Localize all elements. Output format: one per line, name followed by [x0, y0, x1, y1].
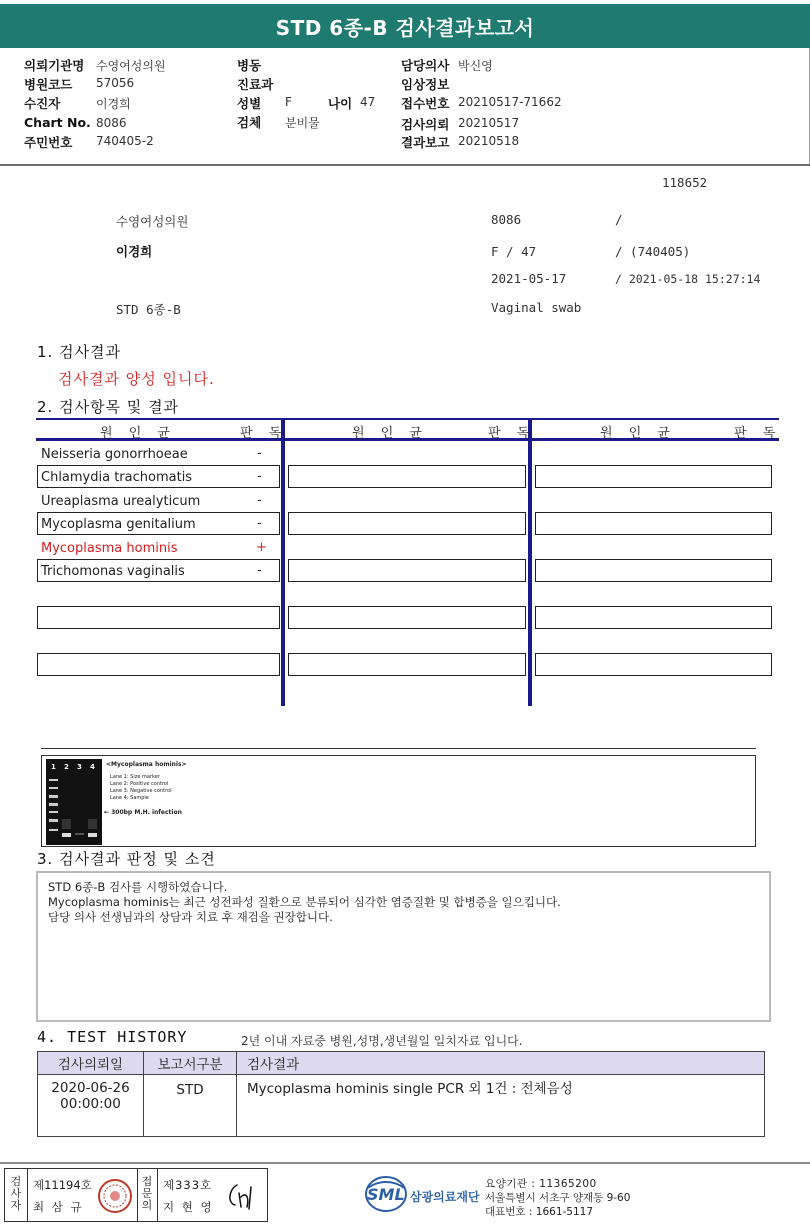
report-title: STD 6종-B 검사결과보고서 [0, 4, 810, 48]
footer-divider [0, 1162, 810, 1164]
history-col-type: 보고서구분 [144, 1052, 237, 1075]
doctor-value: 박신영 [458, 59, 493, 73]
hospital-value: 수영여성의원 [96, 59, 166, 73]
receipt-no-label: 접수번호 [401, 96, 450, 111]
receipt-no-value: 20210517-71662 [458, 95, 562, 109]
reviewer-label: 접문의 [141, 1175, 153, 1212]
opinion-line: Mycoplasma hominis는 최근 성전파성 질환으로 분류되어 심각한 염증질환 및 합병증을 일으킵니다. [48, 895, 561, 909]
request-date-value: 20210517 [458, 116, 520, 130]
inspector-license: 제11194호 [33, 1178, 92, 1192]
section-4-heading: 4. TEST HISTORY [37, 1028, 188, 1046]
resident-no-value: 740405-2 [96, 134, 154, 148]
row-box [288, 465, 526, 488]
pathogen-judge-positive: + [256, 540, 267, 555]
history-table [37, 1051, 765, 1137]
col-head-judge-3: 판 독 [734, 426, 782, 441]
lane-label: 1 [51, 763, 56, 771]
info-clinic: 수영여성의원 [116, 214, 189, 229]
gel-electrophoresis-image [46, 759, 102, 845]
lane-label: 2 [64, 763, 69, 771]
info-birth: / (740405) [615, 244, 691, 259]
report-code: 118652 [662, 175, 708, 190]
pathogen-judge: - [257, 493, 262, 508]
report-date-value: 20210518 [458, 134, 520, 148]
table-top-rule [36, 418, 779, 420]
info-name: 이경희 [116, 244, 153, 259]
opinion-box [36, 871, 771, 1022]
hospital-code-label: 병원코드 [24, 77, 73, 92]
history-type: STD [144, 1075, 237, 1137]
info-slash: / [615, 212, 623, 227]
history-note: 2년 이내 자료중 병원,성명,생년월일 일치자료 입니다. [241, 1034, 523, 1048]
doctor-label: 담당의사 [401, 58, 450, 73]
row-box [535, 559, 772, 582]
info-report-datetime: / 2021-05-18 15:27:14 [615, 272, 761, 286]
row-box [288, 606, 526, 629]
lane-label: 4 [90, 763, 95, 771]
pathogen-judge: - [257, 469, 262, 484]
signature-icon [223, 1179, 263, 1217]
patient-label: 수진자 [24, 96, 61, 111]
row-box [288, 512, 526, 535]
info-test-name: STD 6종-B [116, 302, 181, 317]
org-address: 서울특별시 서초구 양재동 9-60 [485, 1192, 631, 1204]
reviewer-name: 지 현 영 [163, 1200, 214, 1214]
pathogen-judge: - [257, 446, 262, 461]
gel-band-annotation: ← 300bp M.H. infection [104, 809, 182, 816]
pathogen-name: Mycoplasma genitalium [41, 517, 196, 532]
info-specimen: Vaginal swab [491, 300, 582, 315]
gel-legend [110, 774, 172, 802]
row-box [535, 606, 772, 629]
col-head-pathogen-3: 원 인 균 [600, 426, 676, 441]
pathogen-judge: - [257, 516, 262, 531]
pathogen-name: Neisseria gonorrhoeae [41, 447, 188, 462]
pathogen-name: Trichomonas vaginalis [41, 564, 185, 579]
patient-value: 이경희 [96, 97, 131, 111]
opinion-line: 담당 의사 선생님과의 상담과 치료 후 재검을 권장합니다. [48, 910, 333, 924]
department-label: 진료과 [237, 77, 274, 92]
gel-legend-item: Lane 1: Size marker [110, 774, 160, 780]
table-col-divider-1 [281, 418, 285, 706]
row-box [288, 559, 526, 582]
clinical-info-label: 임상정보 [401, 77, 450, 92]
age-value: 47 [360, 95, 376, 109]
age-label: 나이 [328, 96, 353, 111]
lane-label: 3 [77, 763, 82, 771]
section-1-heading: 1. 검사결과 [37, 343, 122, 361]
history-time: 00:00:00 [60, 1096, 121, 1112]
col-head-pathogen-1: 원 인 균 [100, 426, 176, 441]
history-header-row [38, 1052, 765, 1075]
history-date: 2020-06-26 [51, 1080, 130, 1096]
divider [27, 1169, 28, 1221]
info-chart: 8086 [491, 212, 522, 227]
chart-no-label: Chart No. [24, 115, 91, 130]
agency-number: 요양기관 : 11365200 [485, 1178, 597, 1190]
col-head-pathogen-2: 원 인 균 [352, 426, 428, 441]
pathogen-judge: - [257, 563, 262, 578]
pathogen-name: Chlamydia trachomatis [41, 470, 193, 485]
pathogen-name-positive: Mycoplasma hominis [41, 541, 178, 556]
section-3-heading: 3. 검사결과 판정 및 소견 [37, 850, 216, 868]
divider [137, 1169, 138, 1221]
history-col-result: 검사결과 [237, 1052, 765, 1075]
section-2-heading: 2. 검사항목 및 결과 [37, 398, 180, 416]
gel-title: <Mycoplasma hominis> [106, 761, 187, 768]
hospital-label: 의뢰기관명 [24, 58, 85, 73]
ward-label: 병동 [237, 58, 262, 73]
table-row [38, 1075, 765, 1137]
gel-image-panel [41, 755, 756, 847]
row-box [288, 653, 526, 676]
col-head-judge-1: 판 독 [240, 426, 288, 441]
hospital-code-value: 57056 [96, 76, 135, 90]
signature-box [4, 1168, 268, 1222]
opinion-line: STD 6종-B 검사를 시행하였습니다. [48, 880, 228, 894]
sex-value: F [285, 95, 292, 109]
row-box [37, 606, 280, 629]
divider [157, 1169, 158, 1221]
info-sex-age: F / 47 [491, 244, 537, 259]
history-date-cell [38, 1075, 144, 1137]
inspector-name: 최 삼 규 [33, 1200, 84, 1214]
official-seal-icon [97, 1178, 133, 1218]
result-summary: 검사결과 양성 입니다. [58, 370, 215, 388]
sex-label: 성별 [237, 96, 262, 111]
specimen-label: 검체 [237, 115, 262, 130]
inspector-label: 검사자 [10, 1175, 22, 1212]
gel-legend-item: Lane 3: Negative control [110, 788, 172, 794]
org-phone: 대표번호 : 1661-5117 [485, 1206, 594, 1218]
history-col-date: 검사의뢰일 [38, 1052, 144, 1075]
reviewer-license: 제333호 [163, 1178, 213, 1192]
gel-legend-item: Lane 4: Sample [110, 795, 149, 801]
history-result: Mycoplasma hominis single PCR 외 1건 : 전체음성 [237, 1075, 765, 1137]
row-box [535, 653, 772, 676]
sml-logo-icon [364, 1174, 408, 1218]
resident-no-label: 주민번호 [24, 135, 73, 150]
row-box [37, 653, 280, 676]
gel-top-rule [41, 748, 756, 749]
gel-legend-item: Lane 2: Positive control [110, 781, 169, 787]
col-head-judge-2: 판 독 [488, 426, 536, 441]
report-date-label: 결과보고 [401, 135, 450, 150]
info-request-date: 2021-05-17 [491, 271, 567, 286]
chart-no-value: 8086 [96, 116, 127, 130]
pathogen-name: Ureaplasma urealyticum [41, 494, 201, 509]
row-box [535, 512, 772, 535]
sml-logo-text: SML [367, 1185, 405, 1204]
table-col-divider-2 [528, 418, 532, 706]
specimen-value: 분비물 [285, 116, 320, 130]
header-divider [0, 164, 810, 166]
org-name: 삼광의료재단 [410, 1190, 480, 1204]
row-box [535, 465, 772, 488]
request-date-label: 검사의뢰 [401, 117, 450, 132]
